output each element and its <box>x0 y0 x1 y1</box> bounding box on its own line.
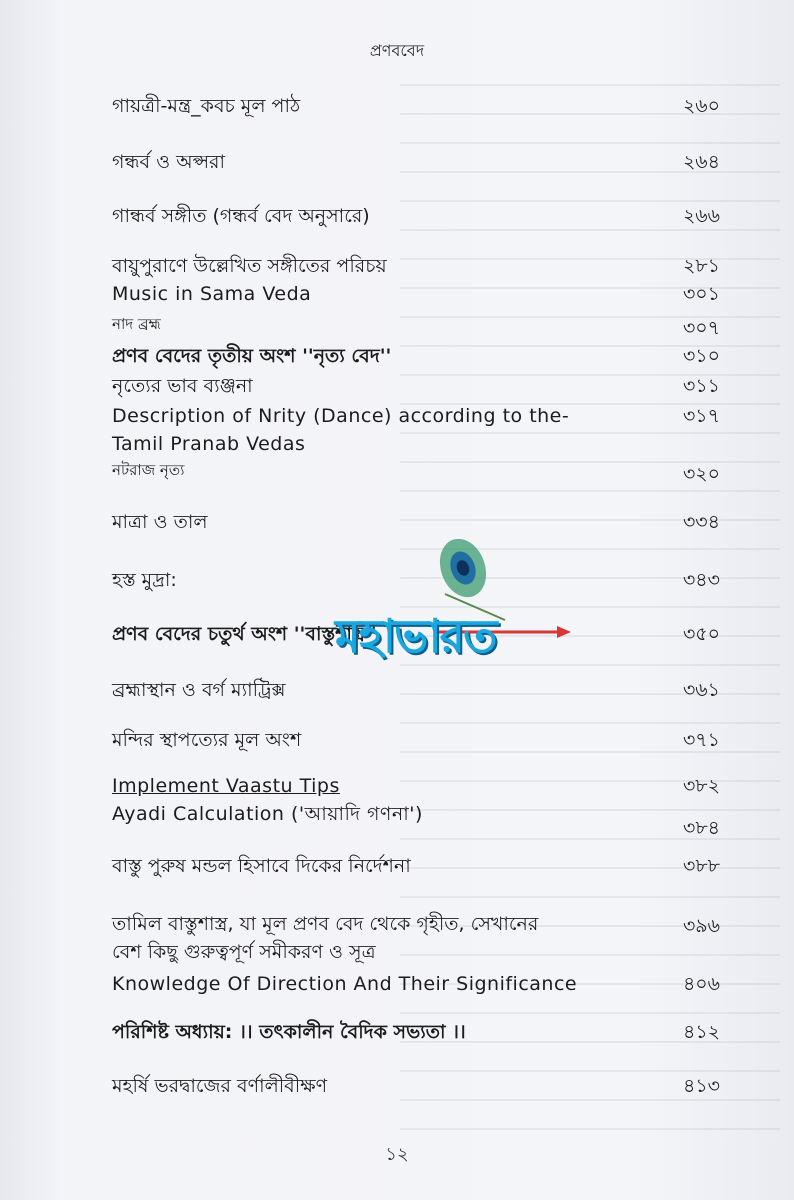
entry-title: নাদ ব্রহ্ম <box>112 315 161 333</box>
entry-page: ৩২০ <box>682 463 720 485</box>
entry-title: Music in Sama Veda <box>112 283 312 305</box>
entry-title: গান্ধর্ব সঙ্গীত (গন্ধর্ব বেদ অনুসারে) <box>112 205 370 227</box>
entry-page: ৩৮৮ <box>682 855 720 877</box>
entry-title: Knowledge Of Direction And Their Significance <box>112 973 578 995</box>
entry-page: ৩০৭ <box>682 317 720 339</box>
entry-page: ২৬০ <box>682 95 720 117</box>
toc-entry <box>112 676 720 704</box>
entry-page: ৩০১ <box>682 283 720 305</box>
entry-title: বাস্তু পুরুষ মন্ডল হিসাবে দিকের নির্দেশনা <box>112 855 411 877</box>
entry-page: ২৬৪ <box>682 151 720 173</box>
toc-entry <box>112 372 720 400</box>
watermark-logo <box>335 530 575 680</box>
entry-page: ৪০৬ <box>682 973 720 995</box>
entry-title: গন্ধর্ব ও অপ্সরা <box>112 151 226 173</box>
toc-entry <box>112 202 720 230</box>
toc-entry <box>112 726 720 754</box>
entry-page: ৩১১ <box>682 375 720 397</box>
toc-entry <box>112 772 720 800</box>
entry-title: Implement Vaastu Tips <box>112 775 340 797</box>
toc-entry <box>112 910 720 966</box>
entry-page: ৩৮২ <box>682 775 720 797</box>
entry-title: পরিশিষ্ট অধ্যায়: ।। তৎকালীন বৈদিক সভ্যতা ।। <box>112 1021 466 1043</box>
entry-page: ৩৪৩ <box>682 569 720 591</box>
entry-page: ৩৩৪ <box>682 511 720 533</box>
entry-title: নটরাজ নৃত্য <box>112 461 185 479</box>
entry-title: নৃত্যের ভাব ব্যঞ্জনা <box>112 375 253 397</box>
entry-title: বায়ুপুরাণে উল্লেখিত সঙ্গীতের পরিচয় <box>112 255 387 277</box>
entry-page: ৩৫০ <box>682 623 720 645</box>
entry-title-cont: Tamil Pranab Vedas <box>112 433 306 455</box>
entry-title: Ayadi Calculation ('আয়াদি গণনা') <box>112 803 423 825</box>
entry-page: ৪১৩ <box>682 1075 720 1097</box>
entry-title: গায়ত্রী-মন্ত্র_কবচ মূল পাঠ <box>112 95 301 117</box>
running-header: প্রণববেদ <box>369 41 425 60</box>
toc-entry <box>112 148 720 176</box>
entry-title: তামিল বাস্তুশাস্ত্র, যা মূল প্রণব বেদ থেকে গৃহীত, সেখানের <box>112 913 539 935</box>
toc-entry <box>112 92 720 120</box>
toc-entry <box>112 852 720 880</box>
toc-entry <box>112 800 720 839</box>
entry-page: ২৬৬ <box>682 205 720 227</box>
entry-page: ৩৭১ <box>682 729 720 751</box>
entry-page: ৩১০ <box>682 345 720 367</box>
entry-title: হস্ত মুদ্রা: <box>112 569 177 591</box>
entry-page: ৩৬১ <box>682 679 720 701</box>
toc-entry <box>112 1072 720 1100</box>
watermark-text: মহাভারত <box>335 609 496 663</box>
toc-entry <box>112 456 720 484</box>
entry-page: ২৮১ <box>682 255 720 277</box>
toc-entry <box>112 1018 720 1046</box>
entry-title: মাত্রা ও তাল <box>112 511 208 533</box>
entry-page: ৪১২ <box>682 1021 720 1043</box>
page-number: ১২ <box>385 1144 409 1165</box>
entry-title: প্রণব বেদের চতুর্থ অংশ ''বাস্তুশাস্ত্র'' <box>112 623 377 645</box>
toc-entry <box>112 280 720 308</box>
entry-title: প্রণব বেদের তৃতীয় অংশ ''নৃত্য বেদ'' <box>112 345 392 367</box>
entry-page: ৩১৭ <box>682 405 720 427</box>
toc-entry <box>112 310 720 338</box>
toc-entry <box>112 970 720 998</box>
toc-entry <box>112 252 720 280</box>
entry-page: ৩৯৬ <box>682 915 720 937</box>
entry-title: মন্দির স্থাপত্যের মূল অংশ <box>112 729 302 751</box>
entry-title-cont: বেশ কিছু গুরুত্বপূর্ণ সমীকরণ ও সূত্র <box>112 941 376 963</box>
entry-page: ৩৮৪ <box>682 817 720 839</box>
entry-title: Description of Nrity (Dance) according to the- <box>112 405 570 427</box>
entry-title: ব্রহ্মাস্থান ও বর্গ ম্যাট্রিক্স <box>112 679 286 701</box>
toc-entry <box>112 402 720 458</box>
entry-title: মহর্ষি ভরদ্বাজের বর্ণালীবীক্ষণ <box>112 1075 328 1097</box>
toc-entry <box>112 342 720 370</box>
